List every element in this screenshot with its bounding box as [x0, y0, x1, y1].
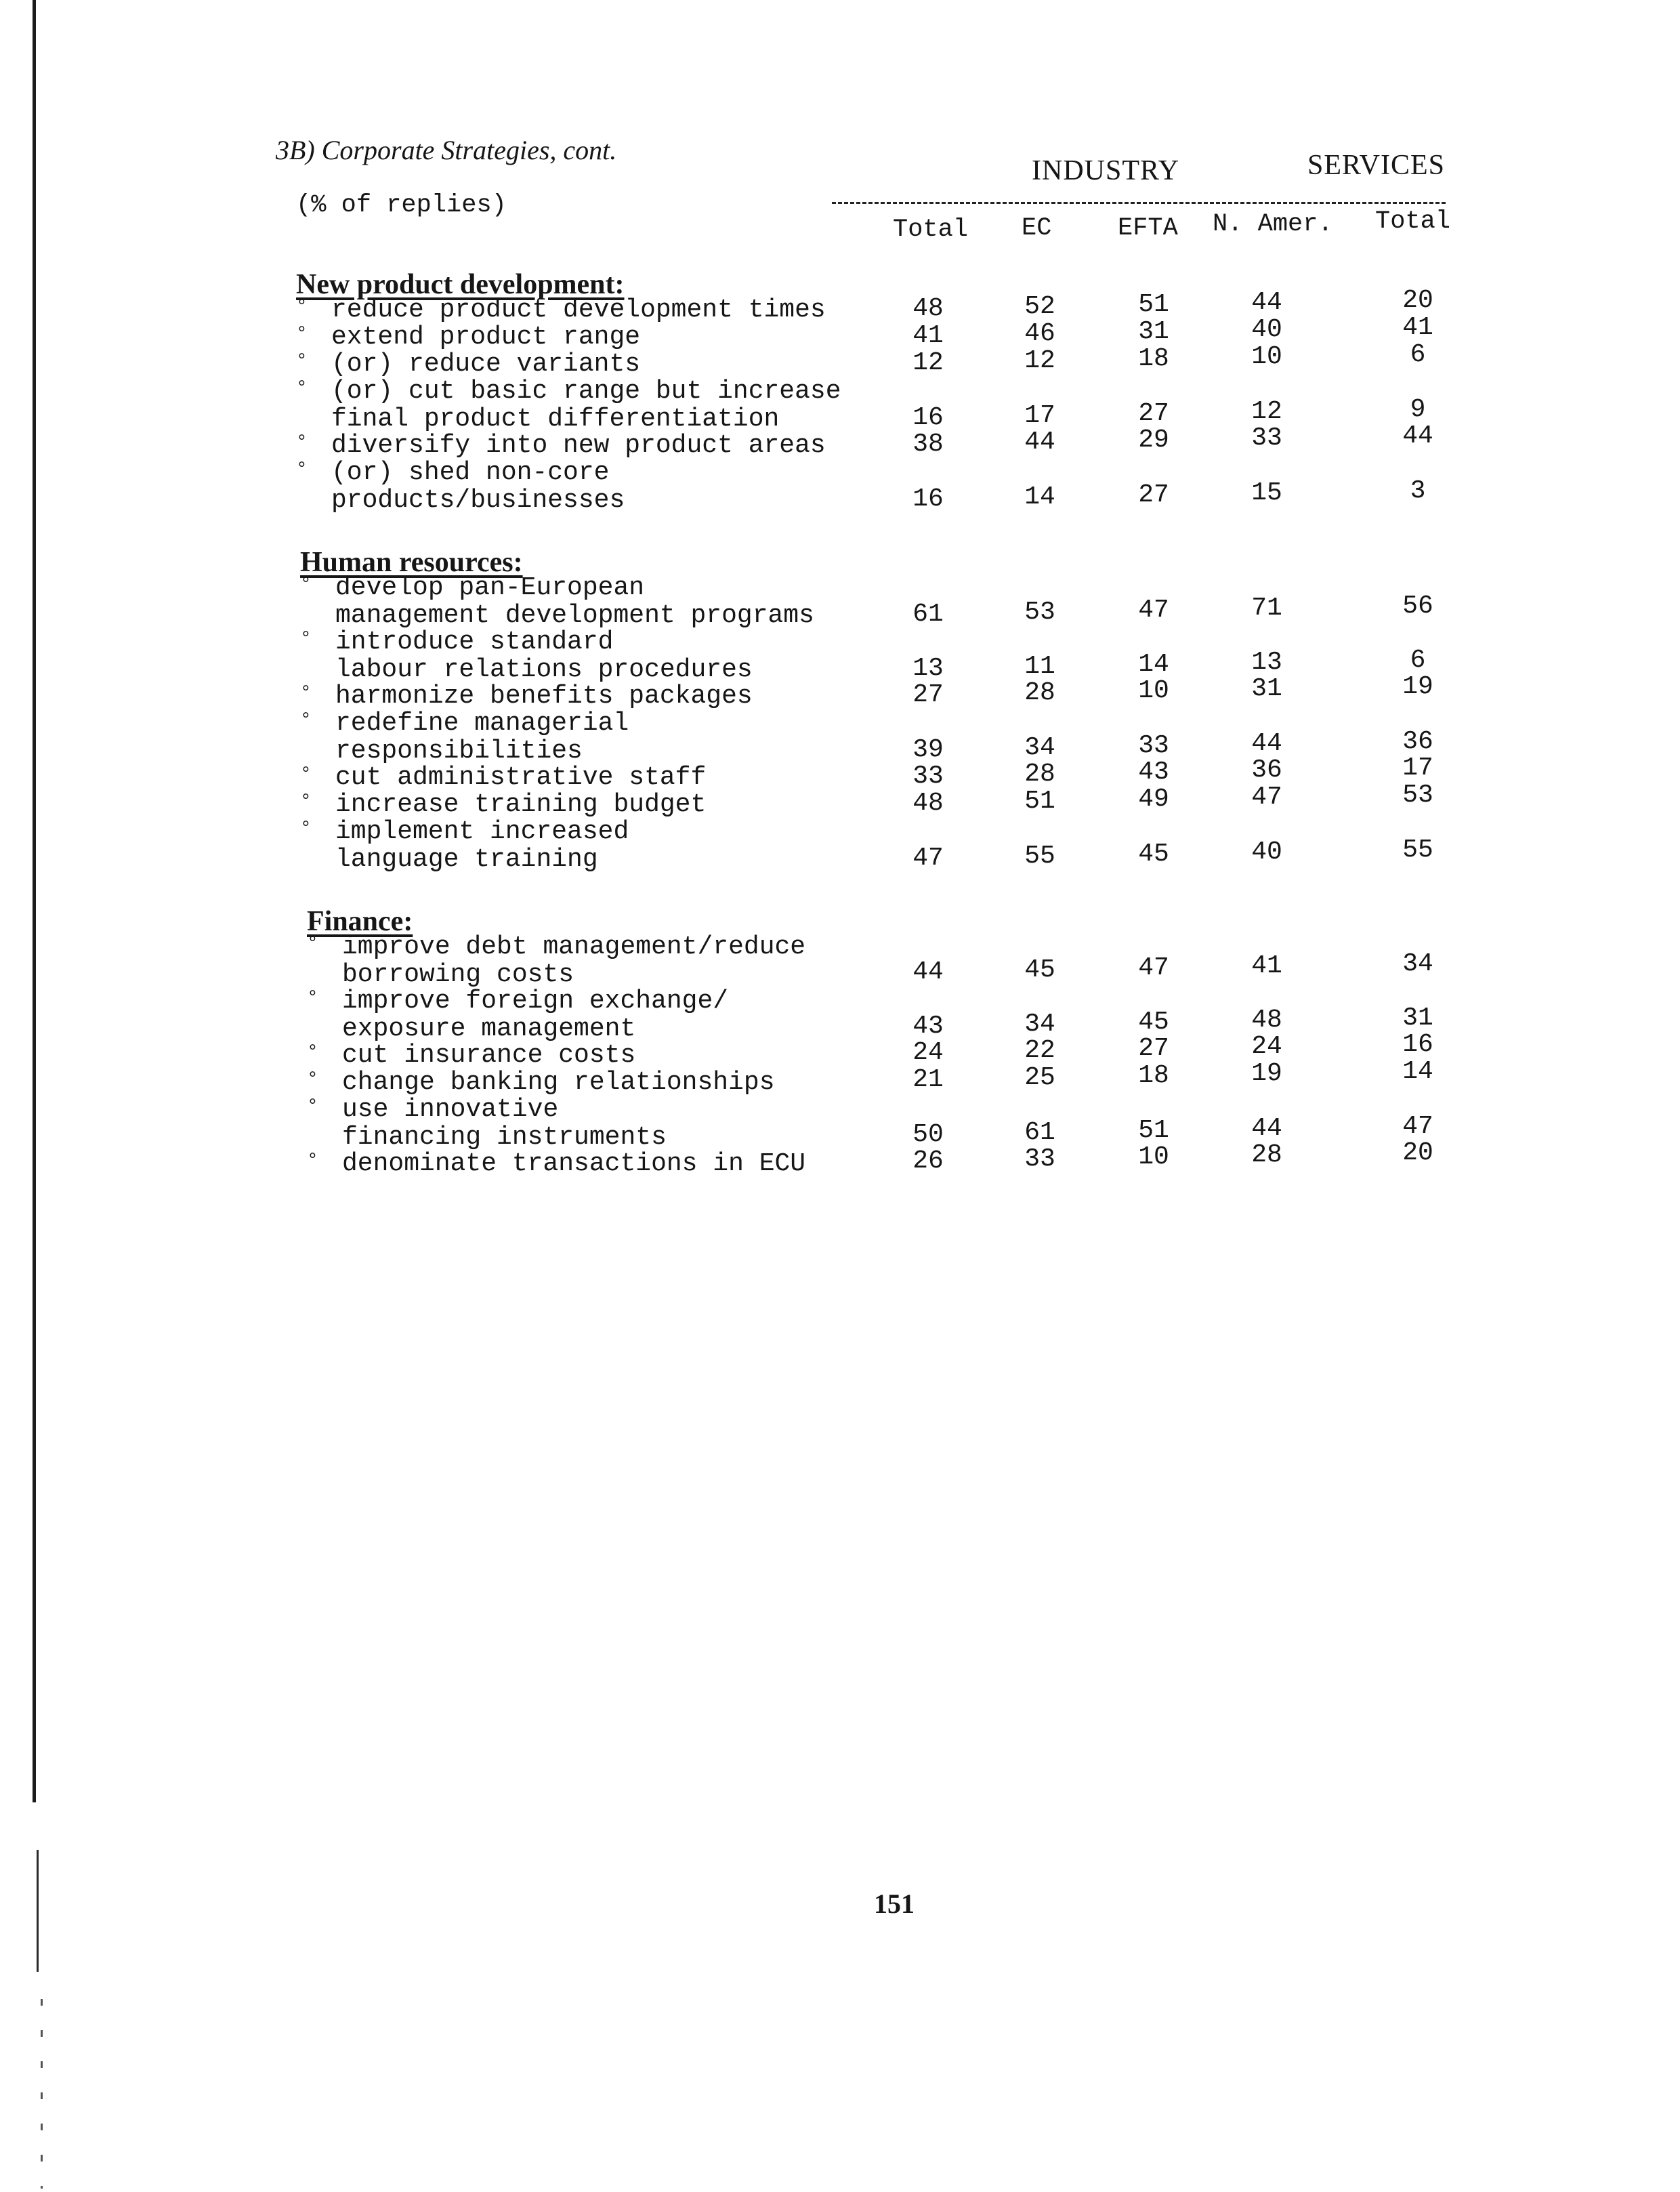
row-label-line: final product differentiation: [331, 405, 780, 434]
table-cell: 31: [1402, 1004, 1433, 1033]
table-cell: 33: [1251, 423, 1282, 453]
table-cell: 36: [1402, 727, 1433, 756]
bullet-icon: °: [307, 1042, 318, 1063]
table-cell: 17: [1402, 753, 1433, 783]
row-label-line: products/businesses: [331, 486, 625, 515]
page-number: 151: [874, 1888, 915, 1919]
row-label-line: reduce product development times: [331, 295, 826, 325]
column-header-ec: EC: [1022, 214, 1052, 243]
table-cell: 12: [1024, 346, 1055, 375]
industry-group-header: INDUSTRY: [1032, 155, 1180, 186]
row-label-line: borrowing costs: [342, 960, 574, 989]
bullet-icon: °: [300, 710, 312, 731]
table-cell: 31: [1251, 674, 1282, 703]
bullet-icon: °: [296, 378, 308, 399]
table-cell: 9: [1410, 395, 1426, 424]
row-label: [296, 323, 640, 351]
table-cell: 44: [912, 957, 944, 987]
bullet-icon: °: [296, 351, 308, 372]
table-cell: 14: [1138, 650, 1169, 679]
table-cell: 40: [1251, 837, 1282, 867]
row-label-line: diversify into new product areas: [331, 431, 826, 460]
header-dashed-rule: [832, 202, 1446, 204]
table-cell: 10: [1251, 342, 1282, 371]
table-cell: 12: [912, 348, 944, 377]
bullet-icon: °: [300, 575, 312, 596]
row-label-line: harmonize benefits packages: [335, 682, 753, 711]
row-label: [296, 350, 640, 378]
table-cell: 41: [912, 321, 944, 350]
bullet-icon: °: [300, 629, 312, 650]
table-cell: 27: [1138, 1034, 1169, 1063]
table-cell: 27: [1138, 480, 1169, 510]
table-cell: 25: [1024, 1063, 1055, 1092]
section-heading: Human resources:: [300, 547, 523, 578]
table-cell: 51: [1024, 787, 1055, 816]
row-label: [307, 1096, 667, 1151]
table-cell: 55: [1402, 835, 1433, 865]
row-label-line: extend product range: [331, 323, 641, 352]
table-cell: 71: [1251, 594, 1282, 623]
bullet-icon: °: [296, 432, 308, 453]
table-cell: 16: [912, 403, 944, 432]
row-label: [296, 296, 826, 324]
table-cell: 48: [912, 789, 944, 818]
table-cell: 28: [1024, 760, 1055, 789]
table-cell: 44: [1251, 1114, 1282, 1143]
row-label-line: denominate transactions in ECU: [342, 1149, 806, 1178]
section-heading: New product development:: [296, 269, 625, 300]
column-header-efta: EFTA: [1118, 214, 1178, 243]
column-header-services-total: Total: [1375, 207, 1451, 236]
table-cell: 14: [1402, 1057, 1433, 1086]
table-cell: 34: [1402, 949, 1433, 978]
row-label: [300, 709, 629, 765]
table-cell: 34: [1024, 733, 1055, 762]
table-cell: 11: [1024, 652, 1055, 681]
table-cell: 33: [912, 762, 944, 791]
table-cell: 61: [912, 600, 944, 629]
table-cell: 18: [1138, 1061, 1169, 1090]
table-cell: 49: [1138, 785, 1169, 814]
table-cell: 46: [1024, 319, 1055, 348]
row-label-line: (or) reduce variants: [331, 350, 641, 379]
table-cell: 40: [1251, 315, 1282, 344]
table-cell: 50: [912, 1120, 944, 1149]
table-cell: 20: [1402, 286, 1433, 315]
table-cell: 45: [1138, 1008, 1169, 1037]
row-label-line: introduce standard: [335, 627, 614, 657]
table-cell: 48: [912, 294, 944, 323]
row-label: [296, 459, 625, 514]
table-cell: 22: [1024, 1036, 1055, 1065]
table-cell: 21: [912, 1065, 944, 1094]
table-cell: 52: [1024, 292, 1055, 321]
row-label: [300, 764, 706, 791]
table-cell: 6: [1410, 340, 1426, 369]
table-cell: 47: [1251, 783, 1282, 812]
table-cell: 27: [912, 680, 944, 709]
table-cell: 27: [1138, 399, 1169, 428]
bullet-icon: °: [307, 1151, 318, 1172]
row-label-line: language training: [335, 845, 598, 874]
table-cell: 33: [1138, 731, 1169, 760]
row-label-line: cut insurance costs: [342, 1041, 636, 1070]
table-cell: 16: [1402, 1030, 1433, 1059]
table-cell: 38: [912, 430, 944, 459]
table-cell: 31: [1138, 317, 1169, 346]
table-cell: 43: [912, 1012, 944, 1041]
table-cell: 20: [1402, 1138, 1433, 1167]
table-cell: 44: [1024, 428, 1055, 457]
scan-left-edge-lower: [37, 1850, 39, 1972]
row-label: [307, 933, 805, 989]
scan-left-edge: [33, 0, 36, 1802]
table-cell: 51: [1138, 290, 1169, 319]
row-label: [307, 987, 728, 1043]
row-label: [300, 791, 706, 819]
services-group-header: SERVICES: [1307, 150, 1446, 181]
scan-left-edge-dots: [41, 1999, 43, 2189]
row-label-line: implement increased: [335, 817, 629, 846]
row-label: [300, 628, 753, 684]
table-cell: 17: [1024, 401, 1055, 430]
row-label-line: cut administrative staff: [335, 763, 707, 792]
column-header-industry-total: Total: [893, 215, 969, 244]
table-cell: 44: [1402, 421, 1433, 451]
table-cell: 3: [1410, 476, 1426, 505]
row-label-line: improve foreign exchange/: [342, 987, 729, 1016]
table-cell: 12: [1251, 397, 1282, 426]
row-label: [300, 574, 814, 629]
table-cell: 47: [1138, 953, 1169, 983]
table-cell: 47: [912, 844, 944, 873]
table-cell: 45: [1024, 955, 1055, 985]
table-cell: 55: [1024, 842, 1055, 871]
bullet-icon: °: [307, 1096, 318, 1117]
row-label-line: increase training budget: [335, 790, 707, 819]
table-cell: 41: [1402, 313, 1433, 342]
bullet-icon: °: [300, 819, 312, 840]
row-label-line: improve debt management/reduce: [342, 932, 806, 961]
row-label-line: develop pan-European: [335, 573, 645, 602]
row-label-line: change banking relationships: [342, 1068, 775, 1097]
row-label: [307, 1041, 635, 1069]
table-cell: 24: [912, 1038, 944, 1067]
row-label-line: redefine managerial: [335, 709, 629, 738]
table-cell: 6: [1410, 646, 1426, 675]
row-label-line: management development programs: [335, 601, 814, 630]
table-cell: 19: [1402, 672, 1433, 701]
table-cell: 44: [1251, 288, 1282, 317]
table-cell: 33: [1024, 1144, 1055, 1174]
bullet-icon: °: [300, 764, 312, 785]
bullet-icon: °: [296, 297, 308, 318]
column-header-north-america: N. Amer.: [1213, 210, 1333, 239]
table-cell: 10: [1138, 676, 1169, 705]
row-label: [300, 818, 629, 873]
table-cell: 47: [1402, 1112, 1433, 1141]
table-cell: 53: [1024, 598, 1055, 627]
table-cell: 41: [1251, 951, 1282, 980]
table-cell: 47: [1138, 596, 1169, 625]
table-cell: 53: [1402, 781, 1433, 810]
table-cell: 16: [912, 484, 944, 514]
row-label-line: responsibilities: [335, 737, 583, 766]
row-label: [300, 682, 753, 710]
table-cell: 15: [1251, 478, 1282, 508]
row-label: [307, 1150, 805, 1178]
table-cell: 29: [1138, 426, 1169, 455]
table-cell: 24: [1251, 1032, 1282, 1061]
table-cell: 28: [1024, 678, 1055, 707]
bullet-icon: °: [307, 1069, 318, 1090]
table-cell: 28: [1251, 1140, 1282, 1170]
table-subtitle: (% of replies): [296, 191, 507, 220]
row-label-line: financing instruments: [342, 1123, 667, 1152]
row-label-line: labour relations procedures: [335, 655, 753, 684]
row-label-line: (or) cut basic range but increase: [331, 377, 841, 406]
bullet-icon: °: [296, 324, 308, 345]
table-cell: 39: [912, 735, 944, 764]
row-label: [296, 432, 826, 459]
table-cell: 51: [1138, 1116, 1169, 1145]
table-cell: 26: [912, 1146, 944, 1176]
table-cell: 36: [1251, 756, 1282, 785]
table-cell: 56: [1402, 592, 1433, 621]
row-label-line: use innovative: [342, 1095, 559, 1124]
table-cell: 44: [1251, 729, 1282, 758]
table-cell: 48: [1251, 1006, 1282, 1035]
table-cell: 61: [1024, 1118, 1055, 1147]
table-cell: 34: [1024, 1010, 1055, 1039]
table-cell: 18: [1138, 344, 1169, 373]
row-label-line: exposure management: [342, 1014, 636, 1043]
table-cell: 13: [1251, 648, 1282, 677]
bullet-icon: °: [307, 934, 318, 955]
table-cell: 45: [1138, 840, 1169, 869]
bullet-icon: °: [300, 791, 312, 812]
table-cell: 43: [1138, 758, 1169, 787]
table-cell: 14: [1024, 482, 1055, 512]
table-cell: 19: [1251, 1059, 1282, 1088]
row-label: [296, 377, 841, 433]
table-cell: 13: [912, 654, 944, 683]
row-label-line: (or) shed non-core: [331, 458, 610, 487]
row-label: [307, 1069, 775, 1096]
bullet-icon: °: [296, 459, 308, 480]
bullet-icon: °: [300, 683, 312, 704]
table-title: 3B) Corporate Strategies, cont.: [276, 135, 617, 165]
section-heading: Finance:: [307, 906, 413, 937]
bullet-icon: °: [307, 988, 318, 1009]
table-cell: 10: [1138, 1142, 1169, 1172]
